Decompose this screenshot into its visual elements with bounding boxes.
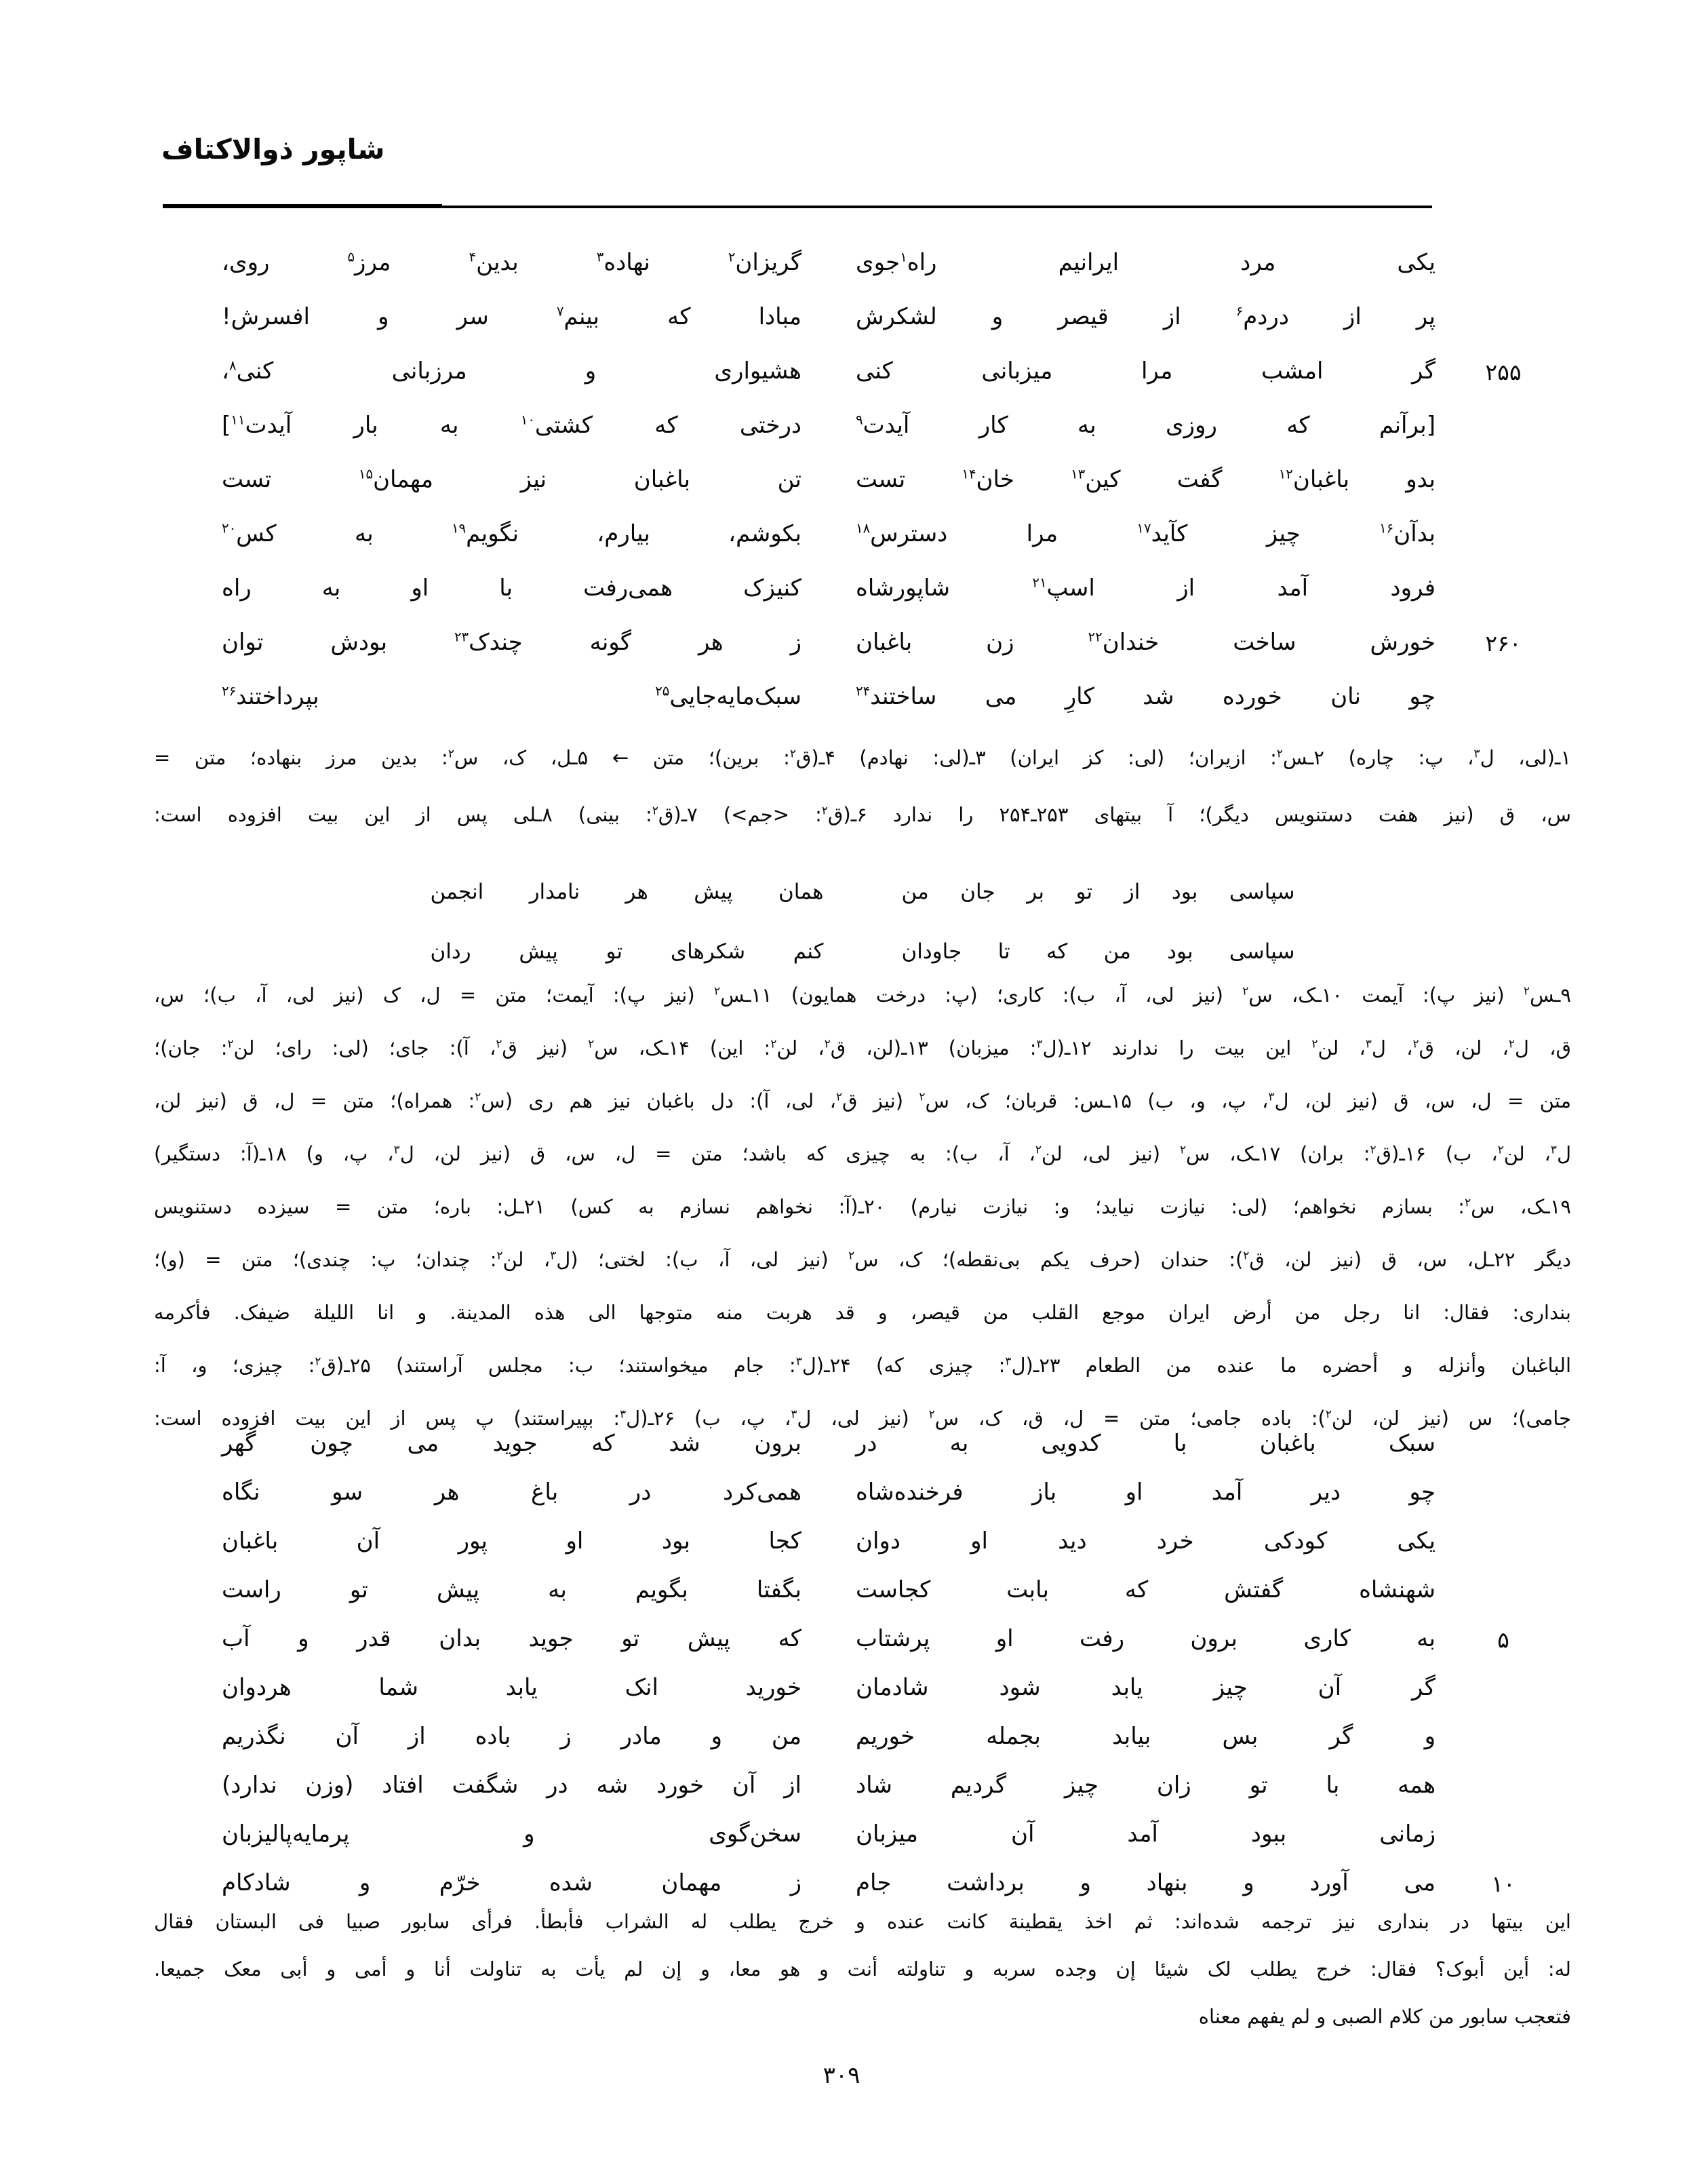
footnote-marker: ۲ bbox=[919, 1089, 926, 1104]
poem-block-2 bbox=[154, 1420, 1571, 1908]
footnote-marker: ۱۷ bbox=[1136, 520, 1151, 537]
hemistich-right: خورش ساخت خندان$^{۲۲}$ زن باغبان bbox=[856, 629, 1436, 657]
apparatus-line: ۹ـس$^۲$ (نیز پ): آیمت ۱۰ـک، س$^۲$ (نیز لی، آ، ب): کاری؛ (پ: درخت همایون) ۱۱ـس$^۲$ (نیز پ): آیمت؛ متن = ل، ک (نیز لی، آ، ب)؛ س، bbox=[154, 983, 1571, 1007]
hemistich-right: یکی مرد ایرانیم راه$^۱$جوی bbox=[856, 249, 1436, 277]
footnote-marker: ۲ bbox=[1179, 1142, 1186, 1156]
couplet-hemistich-left: همان پیش هر نامدار انجمن bbox=[430, 880, 824, 905]
footnote-marker: ۲۵ bbox=[655, 683, 670, 699]
footnote-marker: ۱۴ bbox=[962, 466, 976, 482]
hemistich-left: من و مادر ز باده از آن نگذریم bbox=[222, 1723, 801, 1751]
footnote-marker: ۳ bbox=[1036, 1036, 1043, 1051]
hemistich-left: گریزان$^۲$ نهاده$^۳$ بدین$^۴$ مرز$^۵$ روی، bbox=[222, 249, 802, 277]
hemistich-right: چو نان خورده شد کارِ می ساختند$^{۲۴}$ bbox=[856, 683, 1436, 711]
verse-row bbox=[154, 1566, 1571, 1615]
verse-row bbox=[154, 290, 1571, 345]
footnote-marker: ۳ bbox=[791, 1407, 797, 1421]
footnote-marker: ۶ bbox=[1235, 303, 1244, 319]
footnote-marker: ۲ bbox=[448, 746, 454, 760]
hemistich-left: سبک‌مایه‌جایی$^{۲۵}$ بپرداختند$^{۲۶}$ bbox=[222, 683, 801, 711]
footnote-marker: ۲ bbox=[928, 1407, 935, 1421]
critical-apparatus-main bbox=[154, 969, 1571, 1445]
footnote-marker: ۲۲ bbox=[1088, 629, 1103, 645]
footnote-marker: ۲ bbox=[475, 1089, 481, 1104]
verse-number: ۵ bbox=[1497, 1626, 1509, 1653]
verse-row bbox=[154, 562, 1571, 616]
hemistich-right: گر آن چیز یابد شود شادمان bbox=[856, 1674, 1436, 1702]
footnote-marker: ۲ bbox=[1243, 1248, 1250, 1262]
running-title: شاپور ذوالاکتاف bbox=[161, 133, 385, 165]
footnote-marker: ۸ bbox=[229, 357, 237, 374]
footnote-marker: ۲ bbox=[1035, 1142, 1042, 1156]
verse-number: ۱۰ bbox=[1491, 1870, 1516, 1897]
footnote-marker: ۳ bbox=[1550, 1142, 1557, 1156]
hemistich-left: هشیواری و مرزبانی کنی$^۸$، bbox=[222, 357, 801, 385]
hemistich-right: می آورد و بنهاد و برداشت جام bbox=[856, 1869, 1436, 1897]
verse-row bbox=[154, 345, 1571, 399]
footnote-marker: ۱۶ bbox=[1379, 520, 1394, 537]
hemistich-left: مبادا که بینم$^۷$ سر و افسرش! bbox=[222, 303, 801, 331]
page-number: ۳۰۹ bbox=[823, 2062, 860, 2089]
footnote-marker: ۲ bbox=[821, 803, 828, 817]
footnote-marker: ۲ bbox=[652, 803, 658, 817]
apparatus-line: جامی)؛ س (نیز لن، لن$^۲$): باده جامی؛ متن = ل، ق، ک، س$^۲$ (نیز لی، ل$^۳$، پ، ب) ۲۶ـ(ل$^۳$: بپیراستند) پ پس از این بیت افزوده است: bbox=[154, 1407, 1571, 1430]
footnote-marker: ۳ bbox=[1473, 746, 1480, 760]
hemistich-right: یکی کودکی خرد دید او دوان bbox=[856, 1527, 1436, 1555]
footnote-marker: ۲۱ bbox=[1032, 574, 1047, 591]
hemistich-right: زمانی ببود آمد آن میزبان bbox=[856, 1820, 1436, 1848]
footnote-marker: ۱۰ bbox=[520, 412, 535, 428]
footnote-marker: ۲ bbox=[728, 249, 736, 265]
hemistich-left: خورید انک یابد شما هردوان bbox=[222, 1674, 801, 1702]
apparatus-line: س، ق (نیز هفت دستنویس دیگر)؛ آ بیتهای ۲۵۳ـ۲۵۴ را ندارد ۶ـ(ق$^۲$: <جم>) ۷ـ(ق$^۲$: بینی) ۸ـلی پس از این بیت افزوده است: bbox=[154, 803, 1571, 826]
apparatus-line: ۱ـ(لی، ل$^۳$، پ: چاره) ۲ـس$^۲$: ازیران؛ (لی: کز ایران) ۳ـ(لی: نهادم) ۴ـ(ق$^۲$: برین)؛ متن ← ۵ـل، ک، س$^۲$: بدین مرز بنهاده؛ متن = bbox=[154, 746, 1571, 769]
hemistich-left: ز هر گونه چندک$^{۲۳}$ بودش توان bbox=[222, 629, 802, 657]
footnote-marker: ۱۹ bbox=[451, 520, 467, 537]
hemistich-right: به کاری برون رفت او پرشتاب bbox=[856, 1625, 1436, 1653]
footnote-marker: ۱۸ bbox=[856, 520, 871, 537]
footnote-marker: ۵ bbox=[347, 249, 355, 265]
hemistich-right: فرود آمد از اسپ$^{۲۱}$ شاپورشاه bbox=[856, 574, 1436, 602]
translation-note bbox=[154, 1898, 1571, 2040]
hemistich-left: کجا بود او پور آن باغبان bbox=[222, 1527, 801, 1555]
verse-row bbox=[154, 616, 1571, 670]
hemistich-left: درختی که کشتی$^{۱۰}$ به بار آیدت$^{۱۱}$] bbox=[222, 412, 802, 440]
footnote-marker: ۳ bbox=[1268, 1089, 1275, 1104]
hemistich-right: سبک باغبان با کدویی به در bbox=[856, 1430, 1436, 1458]
footnote-marker: ۲ bbox=[824, 1036, 831, 1051]
verse-row bbox=[154, 236, 1571, 290]
hemistich-left: سخن‌گوی و پرمایه‌پالیزبان bbox=[222, 1820, 801, 1848]
footnote-marker: ۲ bbox=[770, 1036, 777, 1051]
footnote-marker: ۱۱ bbox=[231, 412, 245, 428]
prose-line: این بیتها در بنداری نیز ترجمه شده‌اند: ثم اخذ یقطینة کانت عنده و خرج یطلب له الشراب فأبطأ. فرأی سابور صبیا فی البستان فقال bbox=[154, 1910, 1571, 1933]
couplet-hemistich-right: سپاسی بود من که تا جاودان bbox=[901, 939, 1295, 964]
footnote-marker: ۲ bbox=[1412, 1036, 1419, 1051]
footnote-marker: ۲ bbox=[1465, 1195, 1471, 1209]
footnote-marker: ۷ bbox=[556, 303, 564, 319]
verse-row bbox=[154, 1664, 1571, 1713]
footnote-marker: ۳ bbox=[620, 1407, 627, 1421]
hemistich-right: و گر بس بیابد بجمله خوریم bbox=[856, 1723, 1436, 1751]
footnote-marker: ۲ bbox=[588, 1036, 595, 1051]
hemistich-right: بدآن$^{۱۶}$ چیز کآید$^{۱۷}$ مرا دسترس$^{۱۸}$ bbox=[856, 520, 1436, 548]
header-rule bbox=[163, 206, 1432, 208]
critical-apparatus-top bbox=[154, 729, 1571, 843]
apparatus-line: ۱۹ـک، س$^۲$: بسازم نخواهم؛ (لی: نیازت نیاید؛ و: نیازت نیارم) ۲۰ـ(آ: نخواهم نسازم به کس) ۲۱ـل: باره؛ متن = سیزده دستنویس bbox=[154, 1195, 1571, 1218]
header-rule-thick bbox=[163, 204, 442, 207]
footnote-marker: ۲۶ bbox=[222, 683, 237, 699]
footnote-marker: ۲ bbox=[496, 1036, 502, 1051]
poem-block-1 bbox=[154, 236, 1571, 724]
footnote-marker: ۲ bbox=[713, 983, 720, 998]
hemistich-right: شهنشاه گفتش که بابت کجاست bbox=[856, 1576, 1436, 1604]
footnote-marker: ۲ bbox=[1523, 983, 1530, 998]
footnote-marker: ۲ bbox=[1508, 1036, 1515, 1051]
hemistich-left: برون شد که جوید می چون گهر bbox=[222, 1430, 801, 1458]
apparatus-line: متن = ل، س، ق (نیز لن، ل$^۳$، پ، و، ب) ۱۵ـس: قربان؛ ک، س$^۲$ (نیز ق$^۲$، لی، آ): دل باغبان نیز هم ری (س$^۲$: همراه)؛ متن = ل، ق (نیز لن، bbox=[154, 1089, 1571, 1112]
hemistich-right: بدو باغبان$^{۱۲}$ گفت کین$^{۱۳}$ خان$^{۱۴}$ تست bbox=[856, 466, 1436, 494]
footnote-marker: ۲ bbox=[789, 746, 796, 760]
couplet-hemistich-left: کنم شکرهای تو پیش ردان bbox=[430, 939, 824, 964]
verse-number: ۲۵۵ bbox=[1485, 358, 1522, 385]
footnote-marker: ۲ bbox=[1311, 1036, 1318, 1051]
footnote-marker: ۱۳ bbox=[1071, 466, 1086, 482]
footnote-marker: ۱۲ bbox=[1278, 466, 1293, 482]
verse-row bbox=[154, 1517, 1571, 1566]
verse-row bbox=[154, 670, 1571, 724]
hemistich-left: بگفتا بگویم به پیش تو راست bbox=[222, 1576, 801, 1604]
hemistich-left: کنیزک همی‌رفت با او به راه bbox=[222, 574, 801, 602]
couplet-hemistich-right: سپاسی بود از تو بر جان من bbox=[901, 880, 1295, 905]
footnote-marker: ۲ bbox=[1370, 1142, 1377, 1156]
footnote-marker: ۲ bbox=[1242, 983, 1249, 998]
footnote-marker: ۳ bbox=[550, 1248, 557, 1262]
footnote-marker: ۹ bbox=[856, 412, 863, 428]
verse-row bbox=[154, 1810, 1571, 1859]
footnote-marker: ۲ bbox=[496, 1248, 503, 1262]
apparatus-line: بنداری: فقال: انا رجل من أرض ایران موجع القلب من قیصر، و قد هربت منه متوجها الی هذه المدینة. و انا اللیلة ضیفک. فأکرمه bbox=[154, 1301, 1571, 1324]
hemistich-left: تن باغبان نیز مهمان$^{۱۵}$ تست bbox=[222, 466, 801, 494]
verse-row bbox=[154, 1713, 1571, 1761]
apparatus-line: ل$^۳$، لن$^۲$، ب) ۱۶ـ(ق$^۲$: بران) ۱۷ـک، س$^۲$ (نیز لی، لن$^۲$، آ، ب): به چیزی که باشد؛ متن = ل، س، ق (نیز لن، ل$^۳$، پ، و) ۱۸ـ(آ: دستگیر) bbox=[154, 1142, 1571, 1165]
verse-row bbox=[154, 507, 1571, 562]
footnote-marker: ۳ bbox=[1365, 1036, 1372, 1051]
footnote-marker: ۲۴ bbox=[856, 683, 871, 699]
footnote-marker: ۲ bbox=[1325, 1407, 1332, 1421]
footnote-marker: ۲ bbox=[227, 1036, 234, 1051]
footnote-marker: ۳ bbox=[795, 1354, 802, 1368]
footnote-marker: ۴ bbox=[469, 249, 477, 265]
hemistich-left: همی‌کرد در باغ هر سو نگاه bbox=[222, 1479, 801, 1506]
verse-number: ۲۶۰ bbox=[1485, 629, 1522, 657]
verse-row bbox=[154, 399, 1571, 453]
footnote-marker: ۳ bbox=[596, 249, 604, 265]
footnote-marker: ۲ bbox=[835, 1089, 842, 1104]
footnote-marker: ۱ bbox=[900, 249, 907, 265]
footnote-marker: ۳ bbox=[1005, 1354, 1012, 1368]
footnote-marker: ۲۰ bbox=[222, 520, 237, 537]
hemistich-left: که پیش تو جوید بدان قدر و آب bbox=[222, 1625, 801, 1653]
hemistich-right: [برآنم که روزی به کار آیدت$^۹$ bbox=[856, 412, 1436, 440]
hemistich-left: از آن خورد شه در شگفت افتاد (وزن ندارد) bbox=[222, 1772, 801, 1799]
apparatus-line: دیگر ۲۲ـل، س، ق (نیز لن، ق$^۲$): حندان (حرف یکم بی‌نقطه)؛ ک، س$^۲$ (نیز لی، آ، ب): لختی؛ (ل$^۳$، لن$^۲$: چندان؛ پ: چندی)؛ متن = (و)؛ bbox=[154, 1248, 1571, 1271]
verse-row bbox=[154, 453, 1571, 507]
inserted-couplets bbox=[154, 863, 1571, 982]
apparatus-line: الباغبان وأنزله و أحضره ما عنده من الطعام ۲۳ـ(ل$^۳$: چیزی که) ۲۴ـ(ل$^۳$: جام میخواستند؛ ب: مجلس آراستند) ۲۵ـ(ق$^۲$: چیزی؛ و، آ: bbox=[154, 1354, 1571, 1377]
hemistich-left: بکوشم، بیارم، نگویم$^{۱۹}$ به کس$^{۲۰}$ bbox=[222, 520, 801, 548]
verse-row bbox=[154, 1468, 1571, 1517]
hemistich-right: چو دیر آمد او باز فرخنده‌شاه bbox=[856, 1479, 1436, 1506]
footnote-marker: ۲ bbox=[848, 1248, 855, 1262]
footnote-marker: ۳ bbox=[393, 1142, 400, 1156]
prose-line: فتعجب سابور من کلام الصبی و لم یفهم معناه bbox=[1198, 2005, 1571, 2028]
footnote-marker: ۲ bbox=[315, 1354, 321, 1368]
footnote-marker: ۲ bbox=[1497, 1142, 1504, 1156]
verse-row bbox=[154, 1615, 1571, 1664]
inserted-couplet-row bbox=[154, 863, 1571, 922]
verse-row bbox=[154, 1420, 1571, 1468]
prose-line: له: أین أبوک؟ فقال: خرج یطلب لک شیئا إن وجده سربه و تناولته أنت و هو معا، و إن لم یأت به تناولت أنا و أمی و أبی معک جمیعا. bbox=[154, 1957, 1571, 1981]
footnote-marker: ۲ bbox=[1276, 746, 1283, 760]
hemistich-right: گر امشب مرا میزبانی کنی bbox=[856, 357, 1436, 385]
hemistich-left: ز مهمان شده خرّم و شادکام bbox=[222, 1869, 801, 1897]
apparatus-line: ق، ل$^۲$، لن، ق$^۲$، ل$^۳$، لن$^۲$ این بیت را ندارند ۱۲ـ(ل$^۳$: میزبان) ۱۳ـ(لن، ق$^۲$، لن$^۲$: این) ۱۴ـک، س$^۲$ (نیز ق$^۲$، آ): جای؛ (لی: رای؛ لن$^۲$: جان)؛ bbox=[154, 1036, 1571, 1059]
hemistich-right: پر از دردم$^۶$ از قیصر و لشکرش bbox=[856, 303, 1436, 331]
verse-row bbox=[154, 1761, 1571, 1810]
footnote-marker: ۲۳ bbox=[454, 629, 469, 645]
hemistich-right: همه با تو زان چیز گردیم شاد bbox=[856, 1772, 1436, 1799]
footnote-marker: ۱۵ bbox=[358, 466, 374, 482]
